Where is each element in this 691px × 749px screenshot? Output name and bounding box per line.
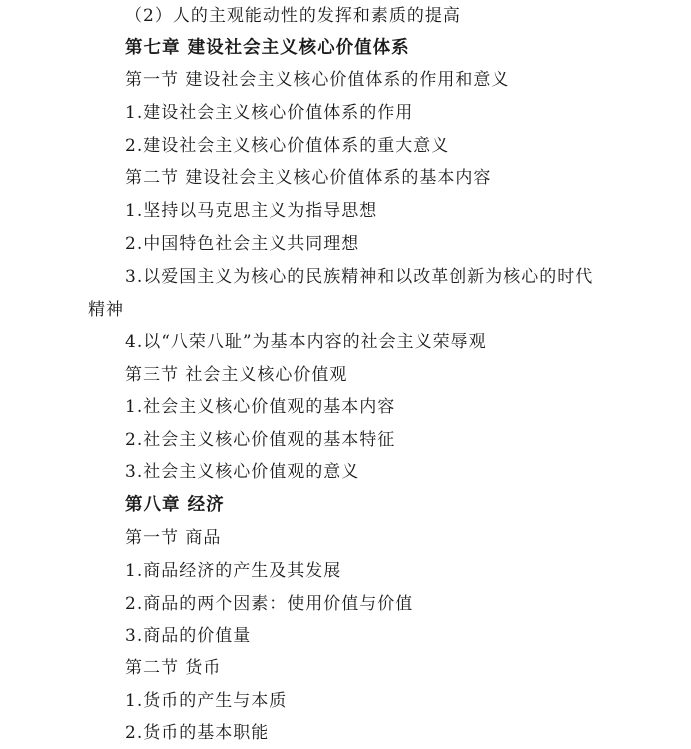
list-item: 2.货币的基本职能 bbox=[125, 723, 270, 743]
section-1-heading: 第一节 建设社会主义核心价值体系的作用和意义 bbox=[125, 70, 510, 90]
list-item: 2.建设社会主义核心价值体系的重大意义 bbox=[125, 136, 450, 156]
list-item: 2.商品的两个因素：使用价值与价值 bbox=[125, 594, 414, 614]
list-item: 3.社会主义核心价值观的意义 bbox=[125, 462, 360, 482]
section-2-heading: 第二节 货币 bbox=[125, 658, 222, 678]
list-item: 1.货币的产生与本质 bbox=[125, 691, 288, 711]
section-1-heading: 第一节 商品 bbox=[125, 528, 222, 548]
list-item: 1.社会主义核心价值观的基本内容 bbox=[125, 397, 396, 417]
chapter-7-heading: 第七章 建设社会主义核心价值体系 bbox=[125, 38, 410, 58]
list-item: 1.坚持以马克思主义为指导思想 bbox=[125, 201, 378, 221]
list-item: 1.商品经济的产生及其发展 bbox=[125, 561, 342, 581]
section-2-heading: 第二节 建设社会主义核心价值体系的基本内容 bbox=[125, 168, 492, 188]
list-item-continuation: 精神 bbox=[88, 300, 124, 320]
list-item: 4.以“八荣八耻”为基本内容的社会主义荣辱观 bbox=[125, 332, 487, 352]
text-line-1: （2）人的主观能动性的发挥和素质的提高 bbox=[125, 6, 461, 26]
list-item: 2.社会主义核心价值观的基本特征 bbox=[125, 430, 396, 450]
list-item: 2.中国特色社会主义共同理想 bbox=[125, 234, 360, 254]
chapter-8-heading: 第八章 经济 bbox=[125, 495, 225, 515]
list-item: 1.建设社会主义核心价值体系的作用 bbox=[125, 103, 414, 123]
list-item: 3.以爱国主义为核心的民族精神和以改革创新为核心的时代 bbox=[125, 267, 594, 287]
section-3-heading: 第三节 社会主义核心价值观 bbox=[125, 365, 348, 385]
list-item: 3.商品的价值量 bbox=[125, 626, 252, 646]
